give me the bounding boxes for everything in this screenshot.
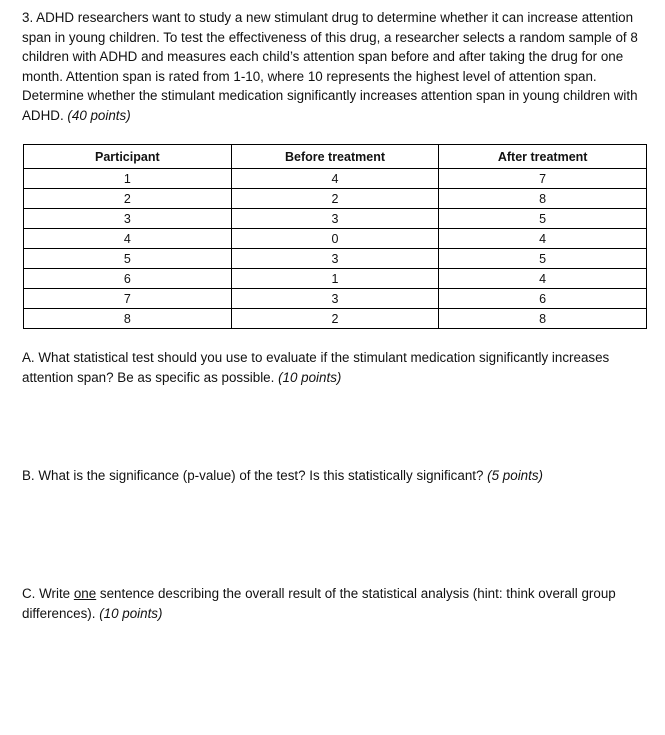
question-c (22, 584, 652, 623)
question-points: (40 points) (67, 107, 131, 123)
question-a-points: (10 points) (278, 369, 342, 385)
table-row (24, 289, 647, 309)
question-a (22, 348, 652, 387)
cell-participant: 1 (24, 169, 232, 189)
cell-after: 4 (439, 229, 647, 249)
cell-before: 2 (231, 189, 439, 209)
table-row (24, 169, 647, 189)
cell-before: 4 (231, 169, 439, 189)
table-row (24, 249, 647, 269)
cell-after: 8 (439, 189, 647, 209)
question-b-points: (5 points) (487, 468, 543, 483)
question-text: 3. ADHD researchers want to study a new stimulant drug to determine whether it can increase attention span in young children. To test the effectiveness of this drug, a researcher selects a random sample of 8 children with ADHD and measures each child’s attention span before and after taking the drug for one month. Attention span is rated from 1-10, where 10 represents the highest level of attention span. Determine whether the stimulant medication significantly increases attention span in young children with ADHD. (22, 10, 638, 123)
cell-participant: 4 (24, 229, 232, 249)
cell-after: 6 (439, 289, 647, 309)
cell-after: 5 (439, 209, 647, 229)
question-b (22, 466, 652, 486)
cell-participant: 8 (24, 309, 232, 329)
question-c-pre: C. Write (22, 586, 74, 601)
table-row (24, 269, 647, 289)
cell-before: 2 (231, 309, 439, 329)
question-c-text: sentence describing the overall result of the statistical analysis (hint: think overall group differences). (22, 586, 616, 621)
question-a-text: A. What statistical test should you use to evaluate if the stimulant medication significantly increases attention span? Be as specific as possible. (22, 350, 610, 385)
table-header-row (24, 145, 647, 169)
table-row (24, 189, 647, 209)
cell-after: 8 (439, 309, 647, 329)
cell-before: 3 (231, 249, 439, 269)
cell-participant: 7 (24, 289, 232, 309)
header-participant: Participant (24, 145, 232, 169)
table-row (24, 309, 647, 329)
cell-before: 1 (231, 269, 439, 289)
data-table (23, 144, 647, 329)
cell-after: 7 (439, 169, 647, 189)
question-c-points: (10 points) (99, 605, 163, 621)
cell-after: 4 (439, 269, 647, 289)
cell-before: 0 (231, 229, 439, 249)
cell-participant: 2 (24, 189, 232, 209)
cell-participant: 6 (24, 269, 232, 289)
cell-participant: 3 (24, 209, 232, 229)
cell-before: 3 (231, 209, 439, 229)
header-before: Before treatment (231, 145, 439, 169)
table-row (24, 209, 647, 229)
cell-before: 3 (231, 289, 439, 309)
table-row (24, 229, 647, 249)
header-after: After treatment (439, 145, 647, 169)
question-prompt (22, 8, 652, 125)
cell-participant: 5 (24, 249, 232, 269)
question-c-underlined: one (73, 586, 97, 601)
question-b-text: B. What is the significance (p-value) of the test? Is this statistically significant? (22, 468, 484, 483)
cell-after: 5 (439, 249, 647, 269)
